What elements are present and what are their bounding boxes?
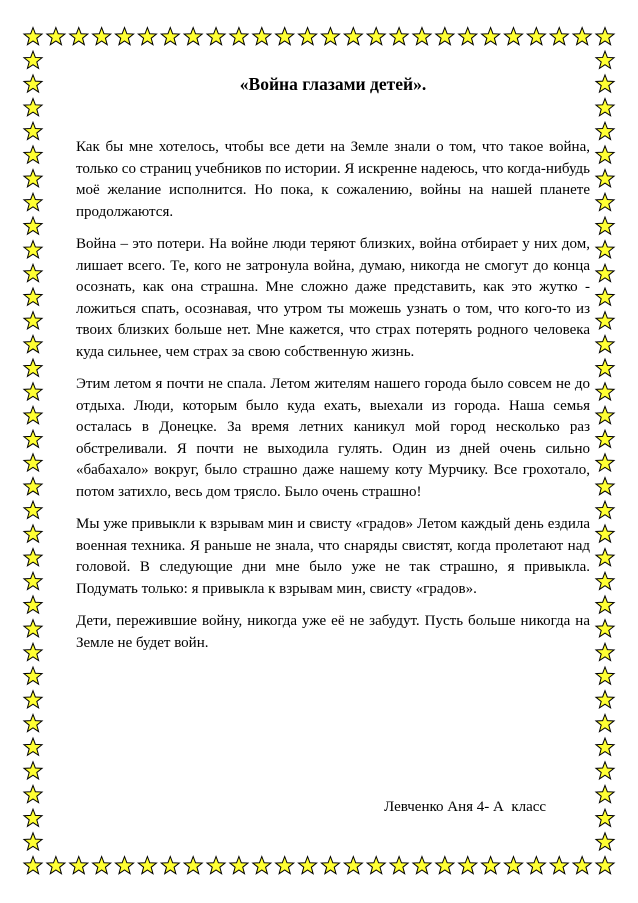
star-icon <box>24 478 42 495</box>
star-icon <box>24 857 42 874</box>
paragraph-2: Война – это потери. На войне люди теряют близких, война отбирает у них дом, лишает всего. Те, кого не затронула война, думаю, никогда не смогут до конца осознать, как она страшна. Мне сложно даже представить, как это жутко - ложиться спать, осознавая, что утром ты можешь узнать о том, что кого-то из твоих близких больше нет. Мне кажется, что страх потерять родного человека куда сильнее, чем страх за свою собственную жизнь. <box>76 236 590 360</box>
star-icon <box>550 857 568 874</box>
star-icon <box>47 857 65 874</box>
star-icon <box>115 28 133 45</box>
star-icon <box>138 28 156 45</box>
paragraph-3: Этим летом я почти не спала. Летом жителям нашего города было совсем не до отдыха. Люди, которым было куда ехать, выехали из города. Наша семья осталась в Донецке. За время летних каникул мой город несколько раз обстреливали. Я почти не выходила гулять. Один из дней очень сильно «бабахало» вокруг, было страшно даже нашему коту Мурчику. Все грохотало, потом затихло, весь дом трясло. Было очень страшно! <box>76 376 590 500</box>
star-icon <box>24 454 42 471</box>
star-icon <box>596 51 614 68</box>
star-icon <box>24 785 42 802</box>
star-icon <box>24 312 42 329</box>
star-icon <box>367 857 385 874</box>
star-icon <box>596 857 614 874</box>
star-icon <box>436 28 454 45</box>
star-icon <box>596 359 614 376</box>
star-icon <box>24 809 42 826</box>
star-icon <box>24 643 42 660</box>
star-icon <box>596 501 614 518</box>
star-icon <box>299 28 317 45</box>
star-icon <box>596 288 614 305</box>
star-icon <box>596 691 614 708</box>
star-icon <box>24 193 42 210</box>
star-icon <box>482 857 500 874</box>
star-icon <box>390 28 408 45</box>
star-icon <box>596 170 614 187</box>
star-icon <box>24 383 42 400</box>
star-icon <box>596 241 614 258</box>
star-icon <box>596 762 614 779</box>
star-icon <box>596 785 614 802</box>
star-icon <box>596 28 614 45</box>
star-icon <box>24 99 42 116</box>
star-icon <box>24 738 42 755</box>
star-icon <box>596 406 614 423</box>
star-icon <box>138 857 156 874</box>
star-icon <box>596 596 614 613</box>
star-icon <box>24 170 42 187</box>
star-icon <box>24 217 42 234</box>
star-icon <box>253 28 271 45</box>
star-icon <box>504 28 522 45</box>
star-icon <box>596 643 614 660</box>
star-icon <box>527 857 545 874</box>
star-icon <box>24 335 42 352</box>
star-icon <box>596 572 614 589</box>
star-icon <box>24 572 42 589</box>
star-icon <box>596 217 614 234</box>
star-icon <box>596 430 614 447</box>
star-icon <box>70 28 88 45</box>
star-icon <box>596 383 614 400</box>
star-icon <box>276 857 294 874</box>
star-icon <box>207 857 225 874</box>
paragraph-5: Дети, пережившие войну, никогда уже её не забудут. Пусть больше никогда на Земле не будет войн. <box>76 613 590 651</box>
star-icon <box>573 28 591 45</box>
star-icon <box>24 75 42 92</box>
star-icon <box>24 406 42 423</box>
author-signature: Левченко Аня 4- А класс <box>384 799 547 815</box>
star-icon <box>596 193 614 210</box>
star-icon <box>47 28 65 45</box>
star-icon <box>184 857 202 874</box>
star-icon <box>24 501 42 518</box>
star-icon <box>299 857 317 874</box>
star-icon <box>24 122 42 139</box>
star-icon <box>70 857 88 874</box>
star-icon <box>24 833 42 850</box>
star-icon <box>367 28 385 45</box>
star-icon <box>24 359 42 376</box>
star-icon <box>24 264 42 281</box>
star-icon <box>596 833 614 850</box>
document-title: «Война глазами детей». <box>239 74 427 94</box>
star-icon <box>24 241 42 258</box>
star-icon <box>596 714 614 731</box>
star-icon <box>504 857 522 874</box>
star-icon <box>230 28 248 45</box>
star-icon <box>24 667 42 684</box>
star-icon <box>596 525 614 542</box>
star-icon <box>24 146 42 163</box>
star-icon <box>24 596 42 613</box>
star-icon <box>115 857 133 874</box>
star-icon <box>24 714 42 731</box>
paragraph-1: Как бы мне хотелось, чтобы все дети на Земле знали о том, что такое война, только со страниц учебников по истории. Я искренне надеюсь, что когда-нибудь моё желание исполнится. Но пока, к сожалению, войны на нашей планете продолжаются. <box>76 139 590 220</box>
star-icon <box>596 146 614 163</box>
star-icon <box>276 28 294 45</box>
star-icon <box>253 857 271 874</box>
star-icon <box>482 28 500 45</box>
star-icon <box>24 620 42 637</box>
star-icon <box>596 264 614 281</box>
star-icon <box>550 28 568 45</box>
star-icon <box>596 809 614 826</box>
star-icon <box>184 28 202 45</box>
star-icon <box>390 857 408 874</box>
star-icon <box>596 99 614 116</box>
document-body <box>76 72 590 665</box>
star-icon <box>24 762 42 779</box>
star-icon <box>573 857 591 874</box>
star-icon <box>527 28 545 45</box>
star-icon <box>596 620 614 637</box>
star-icon <box>24 51 42 68</box>
paragraph-4: Мы уже привыкли к взрывам мин и свисту «градов» Летом каждый день ездила военная техника. Я раньше не знала, что снаряды свистят, когда пролетают над головой. В следующие дни мне было уже не так страшно, я привыкла. Подумать только: я привыкла к взрывам мин, свисту «градов». <box>76 516 590 597</box>
star-icon <box>24 430 42 447</box>
star-icon <box>596 454 614 471</box>
star-icon <box>436 857 454 874</box>
star-icon <box>24 525 42 542</box>
star-icon <box>24 549 42 566</box>
star-icon <box>230 857 248 874</box>
star-icon <box>413 28 431 45</box>
star-icon <box>93 28 111 45</box>
star-icon <box>596 667 614 684</box>
star-icon <box>596 312 614 329</box>
star-icon <box>321 857 339 874</box>
star-icon <box>596 478 614 495</box>
star-icon <box>24 28 42 45</box>
star-icon <box>344 28 362 45</box>
star-icon <box>596 75 614 92</box>
star-icon <box>459 857 477 874</box>
star-icon <box>321 28 339 45</box>
star-icon <box>24 691 42 708</box>
star-icon <box>161 857 179 874</box>
star-icon <box>596 738 614 755</box>
star-icon <box>596 549 614 566</box>
star-icon <box>596 335 614 352</box>
star-icon <box>93 857 111 874</box>
star-icon <box>413 857 431 874</box>
star-icon <box>161 28 179 45</box>
star-icon <box>207 28 225 45</box>
star-icon <box>596 122 614 139</box>
star-icon <box>344 857 362 874</box>
star-icon <box>459 28 477 45</box>
star-icon <box>24 288 42 305</box>
